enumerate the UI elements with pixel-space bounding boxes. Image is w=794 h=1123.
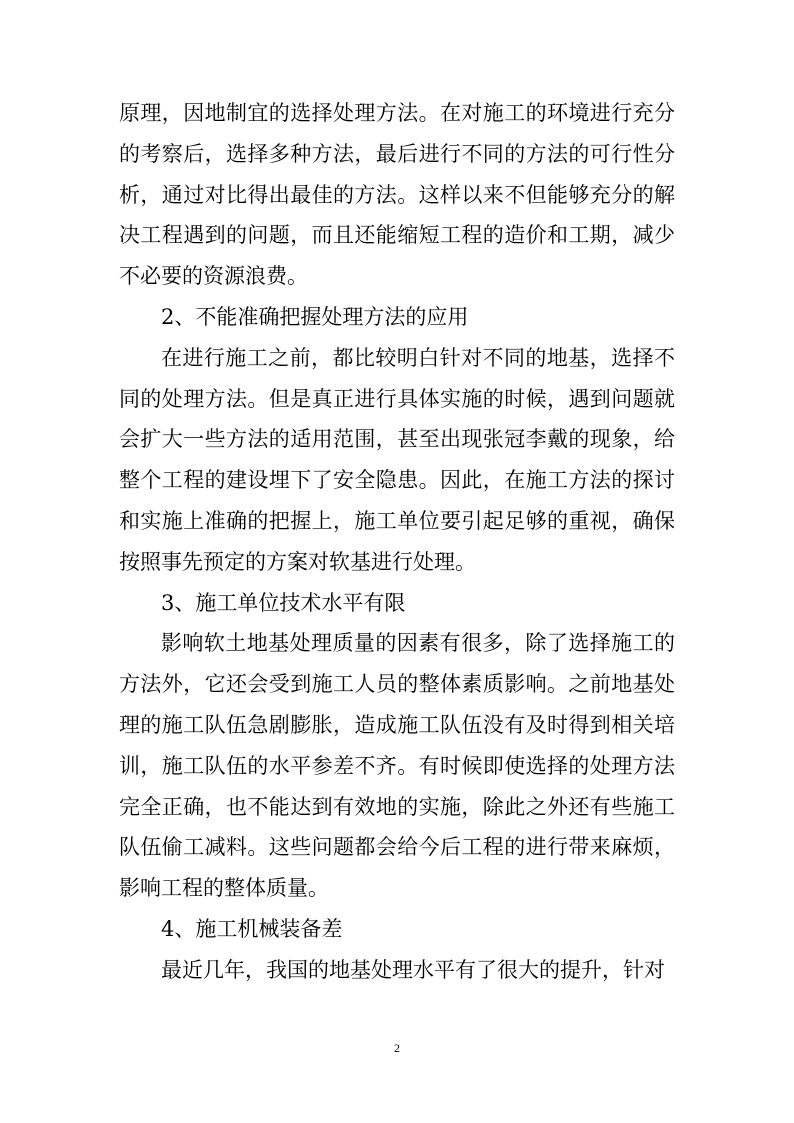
paragraph-section-4: 最近几年，我国的地基处理水平有了很大的提升，针对 xyxy=(161,957,665,982)
paragraph-section-2: 在进行施工之前，都比较明白针对不同的地基，选择不同的处理方法。但是真正进行具体实施的时候，遇到问题就会扩大一些方法的适用范围，甚至出现张冠李戴的现象，给整个工程的建设埋下了安全隐患。因此，在施工方法的探讨和实施上准确的把握上，施工单位要引起足够的重视，确保按照事先预定的方案对软基进行处理。 xyxy=(119,345,675,574)
page-number: 2 xyxy=(394,1041,400,1055)
section-heading-2: 2、不能准确把握处理方法的应用 xyxy=(161,304,469,329)
section-heading-4: 4、施工机械装备差 xyxy=(161,916,343,941)
section-heading-3: 3、施工单位技术水平有限 xyxy=(161,590,406,615)
paragraph-continuation: 原理，因地制宜的选择处理方法。在对施工的环境进行充分的考察后，选择多种方法，最后进行不同的方法的可行性分析，通过对比得出最佳的方法。这样以来不但能够充分的解决工程遇到的问题，而且还能缩短工程的造价和工期，减少不必要的资源浪费。 xyxy=(119,101,675,289)
paragraph-section-3: 影响软土地基处理质量的因素有很多，除了选择施工的方法外，它还会受到施工人员的整体素质影响。之前地基处理的施工队伍急剧膨胀，造成施工队伍没有及时得到相关培训，施工队伍的水平参差不齐。有时候即使选择的处理方法完全正确，也不能达到有效地的实施，除此之外还有些施工队伍偷工减料。这些问题都会给今后工程的进行带来麻烦，影响工程的整体质量。 xyxy=(119,631,675,901)
page-body xyxy=(119,93,675,991)
